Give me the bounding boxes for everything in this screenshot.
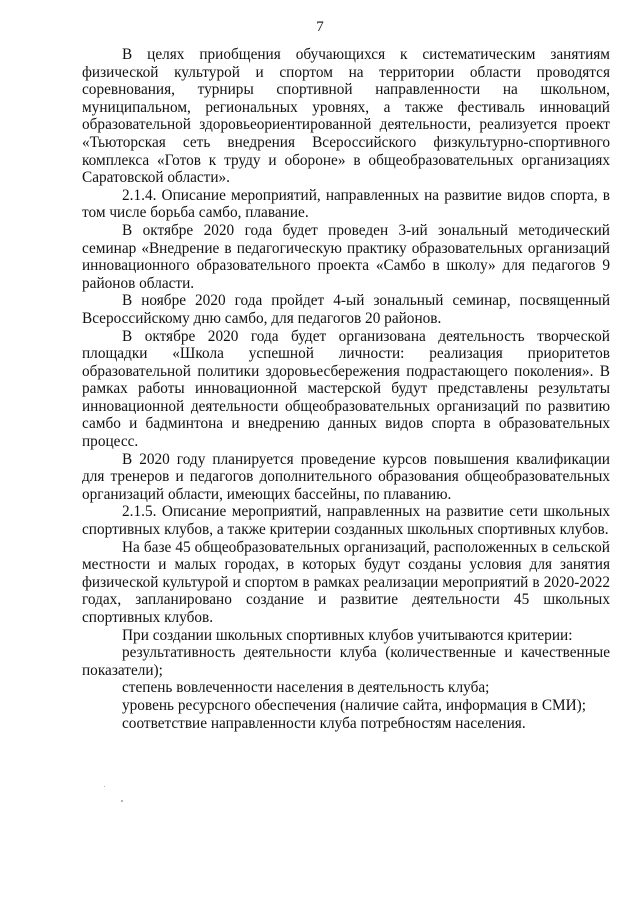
- criteria-item: уровень ресурсного обеспечения (наличие сайта, информация в СМИ);: [122, 696, 587, 714]
- scan-speck: [121, 800, 123, 802]
- paragraph-swimming-courses: В 2020 году планируется проведение курсов повышения квалификации для тренеров и педагогов дополнительного образования общеобразовательных организаций области, имеющих бассейны, по плаванию.: [82, 450, 610, 503]
- paragraph-intro: В целях приобщения обучающихся к систематическим занятиям физической культурой и спортом на территории области проводятся соревнования, турниры спортивной направленности на школьном, муниципальном, региональных уровнях, а также фестиваль инноваций образовательной здоровьеориентированной деятельности, реализуется проект «Тьюторская сеть внедрения Всероссийского физкультурно-спортивного комплекса «Готов к труду и обороне» в общеобразовательных организациях Саратовской области».: [82, 46, 610, 187]
- document-body: [82, 46, 610, 732]
- paragraph-november-seminar: В ноябре 2020 года пройдет 4-ый зональный семинар, посвященный Всероссийскому дню самбо, для педагогов 20 районов.: [82, 292, 610, 327]
- criteria-item: соответствие направленности клуба потребностям населения.: [122, 714, 526, 732]
- page-number: 7: [316, 19, 324, 35]
- section-heading-2-1-4: 2.1.4. Описание мероприятий, направленных на развитие видов спорта, в том числе борьба самбо, плавание.: [82, 186, 610, 222]
- paragraph-criteria-intro: При создании школьных спортивных клубов учитываются критерии:: [122, 626, 573, 644]
- scan-speck: [104, 786, 105, 787]
- section-heading-2-1-5: 2.1.5. Описание мероприятий, направленных на развитие сети школьных спортивных клубов, а также критерии созданных школьных спортивных клубов.: [82, 503, 610, 539]
- paragraph-october-seminar: В октябре 2020 года будет проведен 3-ий зональный методический семинар «Внедрение в педагогическую практику образовательных организаций инновационного образовательного проекта «Самбо в школу» для педагогов 9 районов области.: [82, 221, 610, 292]
- criteria-item: результативность деятельности клуба (количественные и качественные показатели);: [82, 644, 610, 679]
- criteria-item: степень вовлеченности населения в деятельность клуба;: [122, 679, 490, 697]
- paragraph-sports-clubs: На базе 45 общеобразовательных организаций, расположенных в сельской местности и малых городах, в которых будут созданы условия для занятия физической культурой и спортом в рамках реализации мероприятий в 2020-2022 годах, запланировано создание и развитие деятельности 45 школьных спортивных клубов.: [82, 538, 610, 626]
- paragraph-creative-platform: В октябре 2020 года будет организована деятельность творческой площадки «Школа успешной личности: реализация приоритетов образовательной политики здоровьесбережения подрастающего поколения». В рамках работы инновационной мастерской будут представлены результаты инновационной деятельности общеобразовательных организаций по развитию самбо и бадминтона и внедрению данных видов спорта в образовательных процесс.: [82, 327, 610, 451]
